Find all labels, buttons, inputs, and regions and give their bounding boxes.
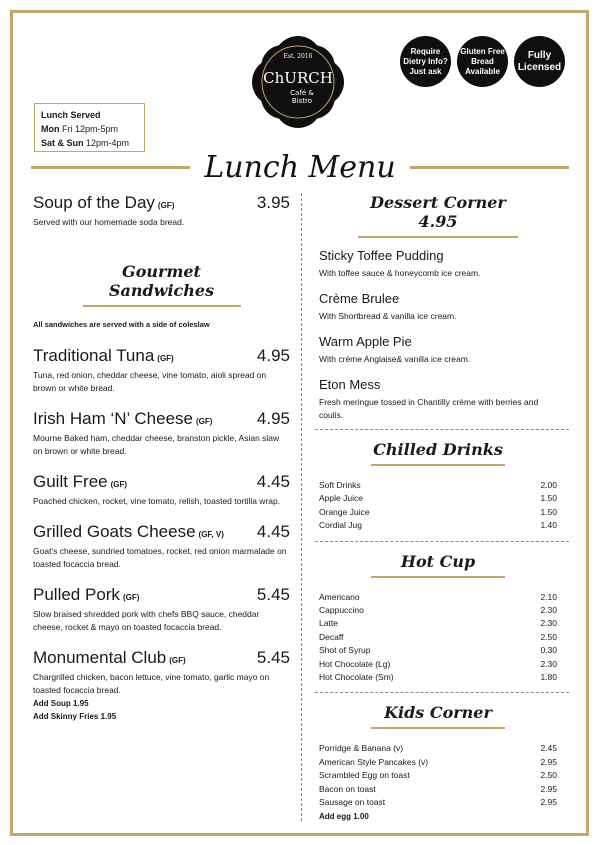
dessert-name: Sticky Toffee Pudding xyxy=(319,248,444,263)
drink-name: Latte xyxy=(319,618,338,629)
hotcup-heading: Hot Cup xyxy=(371,552,505,578)
sandwich-item xyxy=(33,409,290,458)
list-item xyxy=(319,604,557,617)
title-row xyxy=(31,150,569,184)
sandwich-item xyxy=(33,585,290,634)
logo-sub1: Café & xyxy=(290,89,314,97)
sandwich-tag: (GF) xyxy=(122,593,140,602)
sandwich-price: 4.95 xyxy=(256,346,290,365)
section-divider xyxy=(315,692,569,693)
drink-name: Hot Chocolate (Sm) xyxy=(319,672,394,683)
chilled-list xyxy=(319,479,557,533)
chilled-heading: Chilled Drinks xyxy=(371,440,505,466)
weekday-label: Mon xyxy=(41,124,60,134)
dessert-name: Warm Apple Pie xyxy=(319,334,412,349)
drink-price: 2.30 xyxy=(540,605,557,616)
sandwich-name: Traditional Tuna xyxy=(33,346,155,365)
sandwich-desc: Chargrilled chicken, bacon lettuce, vine tomato, garlic mayo on toasted focaccia bread. xyxy=(33,672,270,695)
drink-name: Orange Juice xyxy=(319,506,370,517)
drink-price: 1.50 xyxy=(540,493,557,504)
dessert-item xyxy=(319,291,557,323)
add-egg-extra: Add egg 1.00 xyxy=(319,811,369,821)
right-column xyxy=(319,193,557,823)
list-item xyxy=(319,756,557,769)
sandwich-item xyxy=(33,472,290,508)
title-rule-left xyxy=(31,166,190,169)
dessert-desc: With crème Anglaise& vanilla ice cream. xyxy=(319,354,471,364)
kids-item-name: American Style Pancakes (v) xyxy=(319,756,429,767)
kids-item-price: 2.45 xyxy=(540,743,557,754)
dietary-info-badge: Require Dietry Info? Just ask xyxy=(400,36,451,87)
soup-desc: Served with our homemade soda bread. xyxy=(33,217,185,227)
menu-title: Lunch Menu xyxy=(204,149,396,185)
lunch-served-heading: Lunch Served xyxy=(41,110,101,120)
kids-item-price: 2.95 xyxy=(540,783,557,794)
sandwich-price: 4.95 xyxy=(256,409,290,428)
drink-name: Cappuccino xyxy=(319,605,364,616)
drink-name: Decaff xyxy=(319,631,344,642)
drink-price: 2.30 xyxy=(540,658,557,669)
kids-list xyxy=(319,742,557,822)
fully-licensed-badge: Fully Licensed xyxy=(514,36,565,87)
soup-item xyxy=(33,193,290,229)
add-fries-extra: Add Skinny Fries 1.95 xyxy=(33,712,117,721)
kids-item-name: Bacon on toast xyxy=(319,783,376,794)
section-divider xyxy=(315,429,569,430)
drink-name: Cordial Jug xyxy=(319,520,362,531)
drink-price: 1.40 xyxy=(540,520,557,531)
church-logo xyxy=(248,32,348,132)
drink-price: 2.30 xyxy=(540,618,557,629)
soup-tag: (GF) xyxy=(157,201,175,210)
drink-price: 2.50 xyxy=(540,631,557,642)
logo-est: Est. 2016 xyxy=(283,53,313,60)
kids-item-name: Sausage on toast xyxy=(319,797,386,808)
kids-item-price: 2.95 xyxy=(540,756,557,767)
dessert-heading: Dessert Corner 4.95 xyxy=(358,193,518,238)
list-item xyxy=(319,742,557,755)
weekend-hours: 12pm-4pm xyxy=(86,138,130,148)
sandwich-desc: Goat’s cheese, sundried tomatoes, rocket, red onion marmalade on toasted focaccia bread. xyxy=(33,546,287,569)
sandwich-price: 5.45 xyxy=(256,585,290,604)
list-item xyxy=(319,671,557,684)
sandwich-tag: (GF) xyxy=(157,354,174,363)
sandwich-name: Grilled Goats Cheese xyxy=(33,522,196,541)
info-badges xyxy=(400,36,565,87)
section-divider xyxy=(315,541,569,542)
drink-price: 1.80 xyxy=(540,672,557,683)
sandwich-price: 4.45 xyxy=(256,472,290,491)
list-item xyxy=(319,658,557,671)
kids-item-name: Porridge & Banana (v) xyxy=(319,743,404,754)
kids-heading: Kids Corner xyxy=(371,703,505,729)
list-item xyxy=(319,591,557,604)
list-item xyxy=(319,492,557,505)
dessert-item xyxy=(319,248,557,280)
sandwich-name: Irish Ham ‘N’ Cheese xyxy=(33,409,193,428)
kids-item-price: 2.95 xyxy=(540,797,557,808)
soup-name: Soup of the Day xyxy=(33,193,155,212)
list-item xyxy=(319,519,557,532)
sandwich-desc: Mourne Baked ham, cheddar cheese, branston pickle, Asian slaw on brown or white bread. xyxy=(33,433,280,456)
sandwich-price: 4.45 xyxy=(256,522,290,541)
dessert-item xyxy=(319,377,557,422)
dessert-desc: With toffee sauce & honeycomb ice cream. xyxy=(319,268,481,278)
drink-name: Americano xyxy=(319,591,360,602)
dessert-item xyxy=(319,334,557,366)
sandwich-tag: (GF) xyxy=(169,656,186,665)
hotcup-list xyxy=(319,591,557,685)
dessert-name: Eton Mess xyxy=(319,377,381,392)
soup-price: 3.95 xyxy=(256,193,290,212)
list-item xyxy=(319,506,557,519)
kids-item-price: 2.50 xyxy=(540,770,557,781)
sandwich-tag: (GF) xyxy=(110,480,128,489)
drink-name: Soft Drinks xyxy=(319,480,361,490)
sandwich-desc: Slow braised shredded pork with chefs BBQ sauce, cheddar cheese, rocket & mayo on toasted focaccia bread. xyxy=(33,609,260,632)
sandwich-item xyxy=(33,346,290,395)
sandwich-item xyxy=(33,648,290,723)
sandwich-desc: Poached chicken, rocket, vine tomato, relish, toasted tortilla wrap. xyxy=(33,496,281,506)
logo-name: ChURCH xyxy=(263,69,333,87)
logo-sub2: Bistro xyxy=(291,97,313,105)
drink-name: Hot Chocolate (Lg) xyxy=(319,658,391,669)
lunch-served-box xyxy=(34,103,145,152)
title-rule-right xyxy=(410,166,569,169)
list-item xyxy=(319,617,557,630)
kids-item-name: Scrambled Egg on toast xyxy=(319,770,410,781)
sandwiches-note: All sandwiches are served with a side of coleslaw xyxy=(33,320,210,329)
drink-price: 2.10 xyxy=(540,591,557,602)
column-divider xyxy=(301,193,302,821)
list-item xyxy=(319,769,557,782)
drink-price: 2.00 xyxy=(540,480,557,490)
dessert-desc: With Shortbread & vanilla ice cream. xyxy=(319,311,457,321)
weekday-hours: Fri 12pm-5pm xyxy=(62,124,119,134)
sandwich-price: 5.45 xyxy=(256,648,290,667)
sandwich-item xyxy=(33,522,290,571)
drink-price: 0.30 xyxy=(540,645,557,656)
sandwich-name: Pulled Pork xyxy=(33,585,120,604)
sandwich-name: Guilt Free xyxy=(33,472,108,491)
list-item xyxy=(319,479,557,492)
sandwich-tag: (GF, V) xyxy=(198,530,224,539)
list-item xyxy=(319,631,557,644)
list-item xyxy=(319,796,557,809)
drink-name: Apple Juice xyxy=(319,493,363,504)
sandwich-desc: Tuna, red onion, cheddar cheese, vine tomato, aioli spread on brown or white bread. xyxy=(33,370,267,393)
list-item xyxy=(319,644,557,657)
dessert-name: Crème Brulee xyxy=(319,291,400,306)
add-soup-extra: Add Soup 1.95 xyxy=(33,699,89,708)
sandwiches-heading: Gourmet Sandwiches xyxy=(83,262,241,307)
drink-name: Shot of Syrup xyxy=(319,645,371,656)
dessert-desc: Fresh meringue tossed in Chantilly crème with berries and coulis. xyxy=(319,397,539,420)
drink-price: 1.50 xyxy=(540,506,557,517)
left-column xyxy=(33,193,290,723)
list-item xyxy=(319,783,557,796)
sandwich-name: Monumental Club xyxy=(33,648,167,667)
gluten-free-badge: Gluten Free Bread Available xyxy=(457,36,508,87)
weekend-label: Sat & Sun xyxy=(41,138,84,148)
sandwich-tag: (GF) xyxy=(195,417,213,426)
